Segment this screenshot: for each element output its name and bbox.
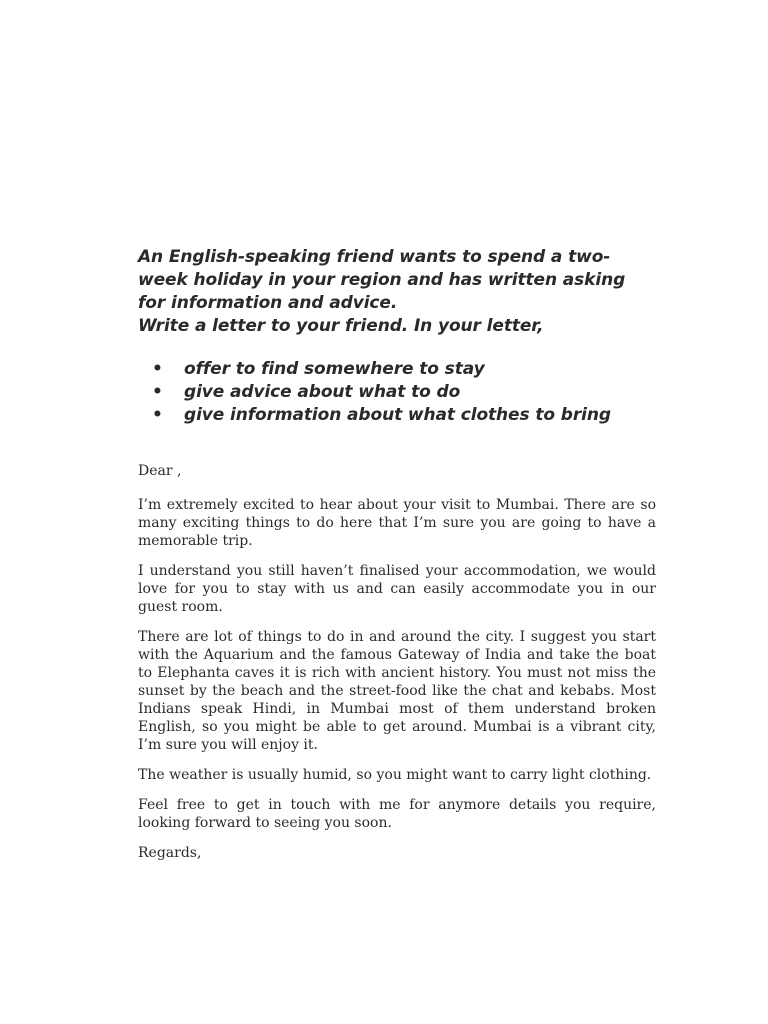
bullet-icon: • [152, 405, 163, 425]
bullet-icon: • [152, 382, 163, 402]
letter-paragraph: Feel free to get in touch with me for anymore details you require, looking forward to seeing you soon. [138, 797, 656, 831]
task-instruction: Write a letter to your friend. In your letter, [138, 316, 544, 336]
letter-paragraph: The weather is usually humid, so you might want to carry light clothing. [138, 767, 652, 783]
letter-closing: Regards, [138, 845, 202, 861]
letter-paragraph: I understand you still haven’t finalised your accommodation, we would love for you to stay with us and can easily accommodate you in our guest room. [138, 563, 656, 615]
letter-paragraph: I’m extremely excited to hear about your visit to Mumbai. There are so many exciting things to do here that I’m sure you are going to have a memorable trip. [138, 497, 656, 549]
letter-paragraph: There are lot of things to do in and around the city. I suggest you start with the Aquarium and the famous Gateway of India and take the boat to Elephanta caves it is rich with ancient history. You must not miss the sunset by the beach and the street-food like the chat and kebabs. Most Indians speak Hindi, in Mumbai most of them understand broken English, so you might be able to get around. Mumbai is a vibrant city, I’m sure you will enjoy it. [138, 629, 656, 753]
bullet-item [138, 358, 658, 381]
task-prompt [138, 246, 658, 427]
bullet-text: give information about what clothes to bring [184, 405, 611, 425]
task-description: An English-speaking friend wants to spend a two-week holiday in your region and has written asking for information and advice. [138, 247, 626, 313]
task-bullet-list [138, 358, 658, 427]
bullet-item [138, 404, 658, 427]
bullet-text: give advice about what to do [184, 382, 461, 402]
bullet-icon: • [152, 359, 163, 379]
bullet-text: offer to find somewhere to stay [184, 359, 485, 379]
letter-salutation: Dear , [138, 463, 182, 479]
letter-body [138, 462, 656, 874]
bullet-item [138, 381, 658, 404]
